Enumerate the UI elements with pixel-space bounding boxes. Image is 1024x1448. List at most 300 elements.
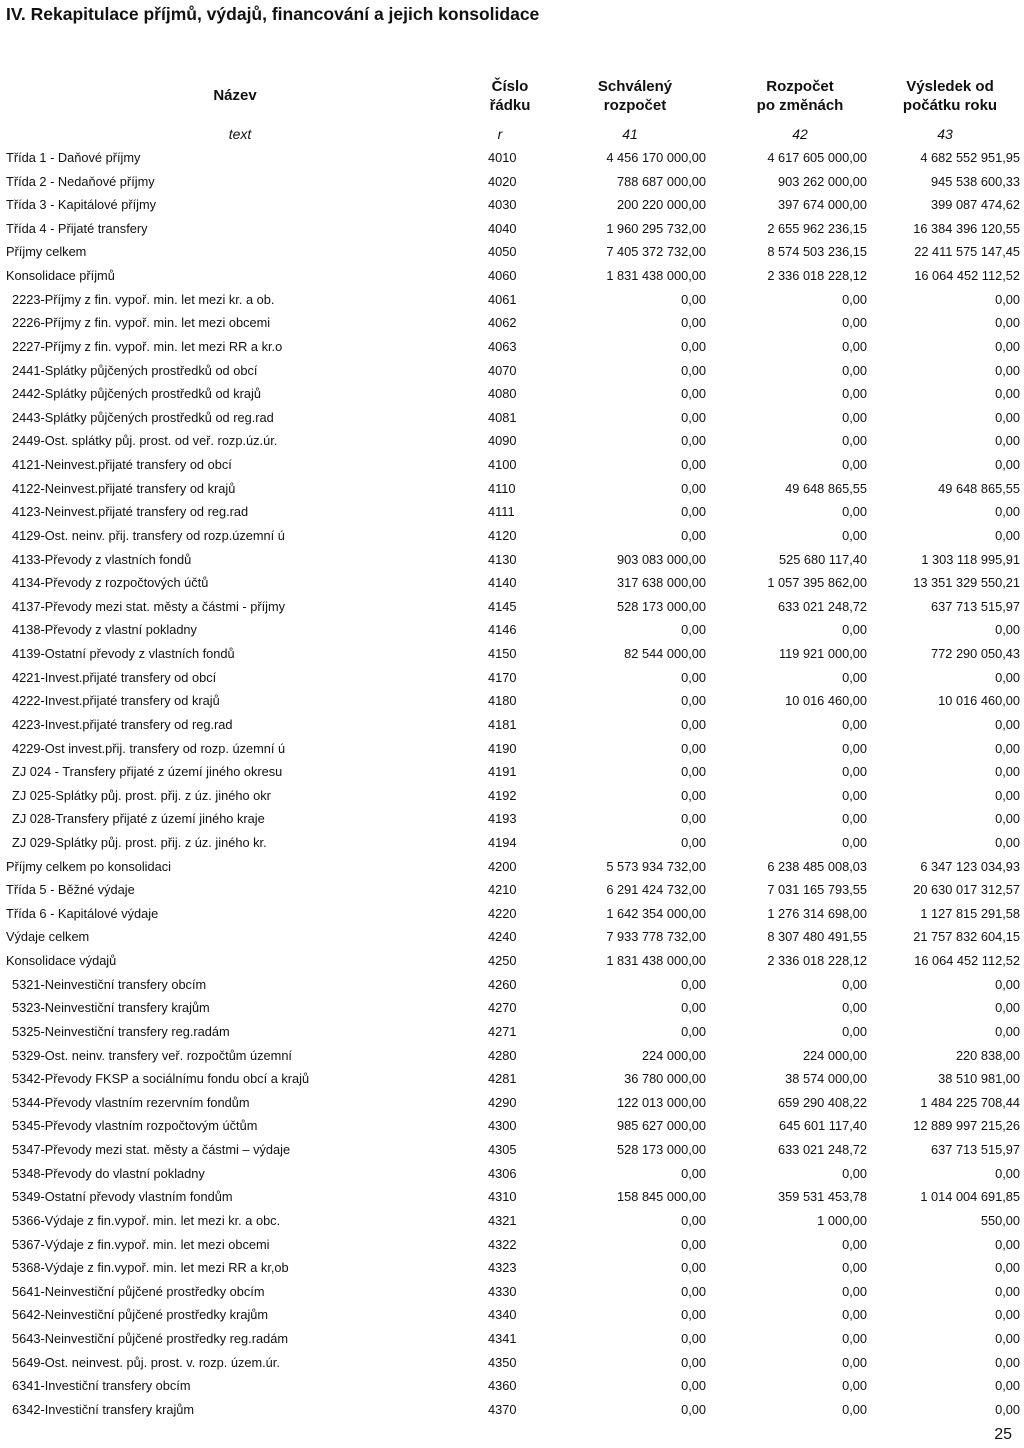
row-budget-after-changes: 0,00 (842, 1307, 867, 1323)
row-name: 5368-Výdaje z fin.vypoř. min. let mezi RR a kr,ob (12, 1260, 289, 1276)
table-row (0, 1237, 1024, 1261)
row-approved-budget: 0,00 (681, 1165, 706, 1181)
row-result-ytd: 220 838,00 (955, 1047, 1020, 1063)
row-name: 5367-Výdaje z fin.vypoř. min. let mezi obcemi (12, 1236, 270, 1252)
row-approved-budget: 0,00 (681, 1331, 706, 1346)
header-result-ytd-l2: počátku roku (902, 97, 998, 114)
row-result-ytd: 0,00 (995, 740, 1020, 756)
header-result-ytd-l1: Výsledek od (906, 78, 994, 95)
row-approved-budget: 0,00 (681, 433, 706, 449)
table-row (0, 859, 1024, 883)
row-line-number: 4080 (488, 386, 517, 402)
row-name: Třída 1 - Daňové příjmy (6, 150, 141, 165)
row-approved-budget: 0,00 (681, 1023, 706, 1039)
row-approved-budget: 0,00 (681, 409, 706, 425)
table-row (0, 244, 1024, 268)
subheader-num: r (497, 126, 503, 142)
row-name: ZJ 024 - Transfery přijaté z území jiného okresu (12, 764, 283, 780)
row-approved-budget: 0,00 (681, 669, 706, 685)
row-name: 5642-Neinvestiční půjčené prostředky krajům (12, 1307, 269, 1323)
row-line-number: 4192 (488, 787, 517, 803)
row-name: 2443-Splátky půjčených prostředků od reg.rad (12, 409, 274, 425)
row-line-number: 4081 (488, 409, 517, 425)
table-row (0, 1331, 1024, 1355)
row-line-number: 4270 (488, 1000, 517, 1016)
row-line-number: 4194 (488, 834, 517, 850)
table-row (0, 717, 1024, 741)
row-approved-budget: 0,00 (681, 1212, 706, 1228)
row-line-number: 4010 (488, 150, 517, 165)
table-row (0, 1166, 1024, 1190)
row-budget-after-changes: 903 262 000,00 (778, 173, 867, 189)
table-row (0, 741, 1024, 765)
row-line-number: 4020 (488, 173, 517, 189)
row-budget-after-changes: 0,00 (842, 291, 867, 307)
table-row (0, 788, 1024, 812)
row-name: 5321-Neinvestiční transfery obcím (12, 976, 207, 992)
row-name: 4122-Neinvest.přijaté transfery od krajů (12, 480, 236, 496)
row-name: 2227-Příjmy z fin. vypoř. min. let mezi RR a kr.o (12, 338, 283, 354)
row-name: 5329-Ost. neinv. transfery veř. rozpočtům územní (12, 1047, 292, 1063)
row-approved-budget: 0,00 (681, 457, 706, 473)
row-budget-after-changes: 8 307 480 491,55 (767, 929, 867, 945)
row-line-number: 4210 (488, 882, 517, 898)
row-line-number: 4120 (488, 527, 517, 543)
row-approved-budget: 0,00 (681, 1378, 706, 1394)
row-line-number: 4190 (488, 740, 517, 756)
row-line-number: 4220 (488, 905, 517, 921)
table-row (0, 433, 1024, 457)
row-budget-after-changes: 0,00 (842, 457, 867, 473)
row-line-number: 4110 (488, 480, 516, 496)
row-approved-budget: 4 456 170 000,00 (606, 150, 706, 165)
row-line-number: 4341 (488, 1331, 517, 1346)
row-line-number: 4310 (488, 1189, 517, 1205)
row-budget-after-changes: 10 016 460,00 (785, 693, 867, 709)
row-name: Třída 4 - Přijaté transfery (6, 220, 148, 236)
table-row (0, 575, 1024, 599)
row-approved-budget: 122 013 000,00 (617, 1094, 706, 1110)
row-approved-budget: 0,00 (681, 1283, 706, 1299)
row-name: Konsolidace příjmů (6, 268, 115, 284)
row-line-number: 4240 (488, 929, 517, 945)
row-line-number: 4061 (488, 291, 517, 307)
row-result-ytd: 22 411 575 147,45 (914, 244, 1020, 260)
row-line-number: 4360 (488, 1378, 517, 1394)
row-approved-budget: 224 000,00 (641, 1047, 706, 1063)
row-line-number: 4145 (488, 598, 517, 614)
row-approved-budget: 0,00 (681, 716, 706, 732)
row-result-ytd: 20 630 017 312,57 (913, 882, 1020, 898)
header-approved-budget (575, 77, 695, 115)
row-result-ytd: 0,00 (995, 811, 1020, 827)
row-approved-budget: 0,00 (681, 1354, 706, 1370)
row-approved-budget: 158 845 000,00 (617, 1189, 706, 1205)
row-line-number: 4090 (488, 433, 517, 449)
table-row (0, 1095, 1024, 1119)
row-budget-after-changes: 0,00 (842, 527, 867, 543)
row-budget-after-changes: 0,00 (842, 315, 867, 331)
row-result-ytd: 945 538 600,33 (931, 173, 1020, 189)
row-approved-budget: 0,00 (681, 787, 706, 803)
row-result-ytd: 550,00 (980, 1212, 1020, 1228)
table-row (0, 599, 1024, 623)
row-result-ytd: 772 290 050,43 (931, 646, 1020, 662)
row-budget-after-changes: 0,00 (842, 811, 867, 827)
row-budget-after-changes: 0,00 (842, 976, 867, 992)
row-approved-budget: 5 573 934 732,00 (606, 858, 706, 874)
table-row (0, 1000, 1024, 1024)
row-line-number: 4063 (488, 338, 517, 354)
row-approved-budget: 0,00 (681, 740, 706, 756)
row-result-ytd: 0,00 (995, 504, 1020, 520)
row-budget-after-changes: 0,00 (842, 1023, 867, 1039)
row-approved-budget: 0,00 (681, 338, 706, 354)
row-approved-budget: 1 831 438 000,00 (606, 953, 706, 969)
subheader-c43: 43 (937, 126, 953, 142)
table-row (0, 504, 1024, 528)
row-budget-after-changes: 0,00 (842, 622, 867, 638)
row-approved-budget: 0,00 (681, 527, 706, 543)
row-approved-budget: 7 933 778 732,00 (606, 929, 706, 945)
table-row (0, 174, 1024, 198)
row-approved-budget: 0,00 (681, 693, 706, 709)
row-line-number: 4040 (488, 220, 517, 236)
table-row (0, 1213, 1024, 1237)
row-approved-budget: 0,00 (681, 811, 706, 827)
header-line-number (460, 77, 560, 115)
table-row (0, 481, 1024, 505)
row-budget-after-changes: 659 290 408,22 (778, 1094, 867, 1110)
row-budget-after-changes: 525 680 117,40 (778, 551, 867, 567)
row-line-number: 4170 (488, 669, 517, 685)
row-name: 4229-Ost invest.přij. transfery od rozp. územní ú (12, 740, 286, 756)
row-approved-budget: 0,00 (681, 291, 706, 307)
row-approved-budget: 0,00 (681, 976, 706, 992)
row-line-number: 4140 (488, 575, 517, 591)
header-approved-budget-l2: rozpočet (603, 97, 667, 114)
row-result-ytd: 0,00 (995, 433, 1020, 449)
row-result-ytd: 0,00 (995, 1165, 1020, 1181)
row-approved-budget: 0,00 (681, 386, 706, 402)
row-result-ytd: 21 757 832 604,15 (913, 929, 1020, 945)
row-budget-after-changes: 2 336 018 228,12 (767, 268, 867, 284)
row-result-ytd: 0,00 (995, 787, 1020, 803)
row-approved-budget: 0,00 (681, 504, 706, 520)
table-row (0, 363, 1024, 387)
row-approved-budget: 0,00 (681, 315, 706, 331)
table-row (0, 977, 1024, 1001)
row-line-number: 4180 (488, 693, 517, 709)
row-budget-after-changes: 0,00 (842, 1260, 867, 1276)
row-line-number: 4150 (488, 646, 517, 662)
row-result-ytd: 12 889 997 215,26 (913, 1118, 1020, 1134)
row-approved-budget: 0,00 (681, 1307, 706, 1323)
row-line-number: 4030 (488, 197, 517, 213)
table-row (0, 670, 1024, 694)
row-result-ytd: 4 682 552 951,95 (920, 150, 1020, 165)
row-result-ytd: 0,00 (995, 1260, 1020, 1276)
row-line-number: 4305 (488, 1142, 517, 1158)
row-approved-budget: 82 544 000,00 (624, 646, 706, 662)
table-row (0, 835, 1024, 859)
row-line-number: 4350 (488, 1354, 517, 1370)
row-budget-after-changes: 0,00 (842, 1283, 867, 1299)
row-result-ytd: 1 014 004 691,85 (920, 1189, 1020, 1205)
row-name: 4123-Neinvest.přijaté transfery od reg.rad (12, 504, 249, 520)
row-result-ytd: 49 648 865,55 (938, 480, 1020, 496)
row-result-ytd: 0,00 (995, 1283, 1020, 1299)
row-line-number: 4062 (488, 315, 517, 331)
row-result-ytd: 0,00 (995, 716, 1020, 732)
row-approved-budget: 7 405 372 732,00 (606, 244, 706, 260)
row-line-number: 4060 (488, 268, 517, 284)
row-approved-budget: 200 220 000,00 (617, 197, 706, 213)
row-result-ytd: 0,00 (995, 1236, 1020, 1252)
row-name: Příjmy celkem po konsolidaci (6, 858, 171, 874)
row-name: 2441-Splátky půjčených prostředků od obcí (12, 362, 258, 378)
row-result-ytd: 0,00 (995, 976, 1020, 992)
row-name: ZJ 025-Splátky půj. prost. přij. z úz. jiného okr (12, 787, 271, 803)
row-result-ytd: 0,00 (995, 1378, 1020, 1394)
row-line-number: 4181 (488, 716, 517, 732)
table-row (0, 292, 1024, 316)
row-budget-after-changes: 0,00 (842, 669, 867, 685)
row-approved-budget: 1 642 354 000,00 (606, 905, 706, 921)
row-result-ytd: 0,00 (995, 527, 1020, 543)
row-name: 4129-Ost. neinv. přij. transfery od rozp.územní ú (12, 527, 285, 543)
table-row (0, 386, 1024, 410)
row-line-number: 4281 (488, 1071, 517, 1087)
row-budget-after-changes: 0,00 (842, 386, 867, 402)
header-result-ytd (880, 77, 1020, 115)
table-row (0, 1355, 1024, 1379)
row-result-ytd: 637 713 515,97 (931, 598, 1020, 614)
row-budget-after-changes: 0,00 (842, 1165, 867, 1181)
row-budget-after-changes: 8 574 503 236,15 (767, 244, 867, 260)
row-budget-after-changes: 0,00 (842, 338, 867, 354)
row-result-ytd: 0,00 (995, 1023, 1020, 1039)
row-name: 4137-Převody mezi stat. městy a částmi - příjmy (12, 598, 286, 614)
table-row (0, 1071, 1024, 1095)
row-name: 4139-Ostatní převody z vlastních fondů (12, 646, 235, 662)
row-result-ytd: 13 351 329 550,21 (913, 575, 1020, 591)
row-name: 5349-Ostatní převody vlastním fondům (12, 1189, 233, 1205)
table-row (0, 764, 1024, 788)
row-budget-after-changes: 49 648 865,55 (785, 480, 867, 496)
row-budget-after-changes: 0,00 (842, 362, 867, 378)
row-result-ytd: 16 064 452 112,52 (914, 268, 1020, 284)
row-result-ytd: 0,00 (995, 669, 1020, 685)
row-name: 5325-Neinvestiční transfery reg.radám (12, 1023, 230, 1039)
row-name: 2449-Ost. splátky půj. prost. od veř. rozp.úz.úr. (12, 433, 278, 449)
row-result-ytd: 0,00 (995, 1401, 1020, 1417)
row-result-ytd: 0,00 (995, 1307, 1020, 1323)
row-line-number: 4070 (488, 362, 517, 378)
table-row (0, 693, 1024, 717)
row-name: 4138-Převody z vlastní pokladny (12, 622, 197, 638)
table-row (0, 1118, 1024, 1142)
row-name: 6342-Investiční transfery krajům (12, 1401, 195, 1417)
row-name: 4121-Neinvest.přijaté transfery od obcí (12, 457, 232, 473)
table-row (0, 1142, 1024, 1166)
row-budget-after-changes: 0,00 (842, 787, 867, 803)
row-approved-budget: 317 638 000,00 (617, 575, 706, 591)
row-name: 5366-Výdaje z fin.vypoř. min. let mezi kr. a obc. (12, 1212, 281, 1228)
row-budget-after-changes: 0,00 (842, 716, 867, 732)
row-name: ZJ 028-Transfery přijaté z území jiného kraje (12, 811, 265, 827)
row-result-ytd: 1 484 225 708,44 (920, 1094, 1020, 1110)
table-row (0, 268, 1024, 292)
table-row (0, 1307, 1024, 1331)
table-row (0, 315, 1024, 339)
row-budget-after-changes: 0,00 (842, 409, 867, 425)
row-line-number: 4306 (488, 1165, 517, 1181)
row-line-number: 4323 (488, 1260, 517, 1276)
row-name: Výdaje celkem (6, 929, 90, 945)
row-budget-after-changes: 7 031 165 793,55 (767, 882, 867, 898)
row-name: 5641-Neinvestiční půjčené prostředky obcím (12, 1283, 265, 1299)
header-name-label: Název (213, 87, 257, 104)
table-row (0, 1048, 1024, 1072)
row-budget-after-changes: 0,00 (842, 740, 867, 756)
header-approved-budget-l1: Schválený (597, 78, 673, 95)
row-budget-after-changes: 633 021 248,72 (778, 598, 867, 614)
row-approved-budget: 0,00 (681, 480, 706, 496)
row-line-number: 4260 (488, 976, 517, 992)
row-name: 5347-Převody mezi stat. městy a částmi – výdaje (12, 1142, 291, 1158)
row-line-number: 4200 (488, 858, 517, 874)
row-budget-after-changes: 119 921 000,00 (778, 646, 867, 662)
table-row (0, 221, 1024, 245)
row-name: 5342-Převody FKSP a sociálnímu fondu obcí a krajů (12, 1071, 310, 1087)
row-line-number: 4300 (488, 1118, 517, 1134)
row-result-ytd: 38 510 981,00 (938, 1071, 1020, 1087)
row-result-ytd: 0,00 (995, 764, 1020, 780)
table-row (0, 150, 1024, 174)
row-budget-after-changes: 0,00 (842, 1000, 867, 1016)
table-row (0, 1402, 1024, 1426)
row-line-number: 4340 (488, 1307, 517, 1323)
row-name: 2442-Splátky půjčených prostředků od krajů (12, 386, 261, 402)
row-line-number: 4100 (488, 457, 517, 473)
table-row (0, 1189, 1024, 1213)
row-result-ytd: 6 347 123 034,93 (920, 858, 1020, 874)
row-budget-after-changes: 0,00 (842, 1331, 867, 1346)
row-budget-after-changes: 633 021 248,72 (778, 1142, 867, 1158)
row-result-ytd: 0,00 (995, 291, 1020, 307)
row-result-ytd: 1 127 815 291,58 (920, 905, 1020, 921)
row-approved-budget: 0,00 (681, 834, 706, 850)
row-name: 2226-Příjmy z fin. vypoř. min. let mezi obcemi (12, 315, 271, 331)
subheader-c42: 42 (792, 126, 808, 142)
table-row (0, 528, 1024, 552)
row-name: 2223-Příjmy z fin. vypoř. min. let mezi kr. a ob. (12, 291, 275, 307)
table-row (0, 339, 1024, 363)
row-budget-after-changes: 0,00 (842, 1354, 867, 1370)
row-approved-budget: 0,00 (681, 622, 706, 638)
row-result-ytd: 10 016 460,00 (938, 693, 1020, 709)
row-approved-budget: 528 173 000,00 (617, 598, 706, 614)
row-approved-budget: 0,00 (681, 1236, 706, 1252)
row-approved-budget: 0,00 (681, 1000, 706, 1016)
row-result-ytd: 0,00 (995, 457, 1020, 473)
row-budget-after-changes: 38 574 000,00 (785, 1071, 867, 1087)
row-name: 5643-Neinvestiční půjčené prostředky reg.radám (12, 1331, 288, 1346)
row-result-ytd: 0,00 (995, 409, 1020, 425)
row-budget-after-changes: 645 601 117,40 (778, 1118, 867, 1134)
row-budget-after-changes: 2 655 962 236,15 (767, 220, 867, 236)
row-result-ytd: 16 384 396 120,55 (913, 220, 1020, 236)
row-budget-after-changes: 4 617 605 000,00 (767, 150, 867, 165)
row-name: Třída 2 - Nedaňové příjmy (6, 173, 155, 189)
row-result-ytd: 0,00 (995, 315, 1020, 331)
row-budget-after-changes: 0,00 (842, 764, 867, 780)
row-budget-after-changes: 1 057 395 862,00 (767, 575, 867, 591)
row-name: 4222-Invest.přijaté transfery od krajů (12, 693, 220, 709)
row-result-ytd: 0,00 (995, 622, 1020, 638)
row-name: 4134-Převody z rozpočtových účtů (12, 575, 209, 591)
row-result-ytd: 1 303 118 995,91 (921, 551, 1020, 567)
row-budget-after-changes: 359 531 453,78 (778, 1189, 867, 1205)
row-name: 4133-Převody z vlastních fondů (12, 551, 192, 567)
table-row (0, 646, 1024, 670)
row-name: 5348-Převody do vlastní pokladny (12, 1165, 205, 1181)
row-budget-after-changes: 1 276 314 698,00 (767, 905, 867, 921)
table-row (0, 1284, 1024, 1308)
header-line-number-l2: řádku (489, 97, 531, 114)
page-title: IV. Rekapitulace příjmů, výdajů, financování a jejich konsolidace (6, 4, 540, 24)
row-line-number: 4290 (488, 1094, 517, 1110)
header-budget-after-changes (735, 77, 865, 115)
row-budget-after-changes: 6 238 485 008,03 (767, 858, 867, 874)
row-approved-budget: 0,00 (681, 1401, 706, 1417)
table-row (0, 1024, 1024, 1048)
row-name: 5344-Převody vlastním rezervním fondům (12, 1094, 250, 1110)
row-budget-after-changes: 2 336 018 228,12 (767, 953, 867, 969)
row-result-ytd: 637 713 515,97 (931, 1142, 1020, 1158)
row-line-number: 4370 (488, 1401, 517, 1417)
row-budget-after-changes: 0,00 (842, 834, 867, 850)
row-result-ytd: 0,00 (995, 1331, 1020, 1346)
row-line-number: 4191 (488, 764, 517, 780)
row-result-ytd: 0,00 (995, 386, 1020, 402)
row-name: Třída 6 - Kapitálové výdaje (6, 905, 159, 921)
table-row (0, 953, 1024, 977)
page-number: 25 (994, 1426, 1012, 1443)
row-result-ytd: 0,00 (995, 1000, 1020, 1016)
header-budget-after-changes-l1: Rozpočet (766, 78, 834, 95)
row-approved-budget: 36 780 000,00 (624, 1071, 706, 1087)
row-result-ytd: 399 087 474,62 (931, 197, 1020, 213)
row-result-ytd: 0,00 (995, 1354, 1020, 1370)
row-line-number: 4130 (488, 551, 517, 567)
table-row (0, 906, 1024, 930)
row-line-number: 4111 (488, 504, 515, 520)
row-line-number: 4050 (488, 244, 517, 260)
table-row (0, 457, 1024, 481)
row-name: 4221-Invest.přijaté transfery od obcí (12, 669, 217, 685)
row-budget-after-changes: 0,00 (842, 1401, 867, 1417)
row-name: Třída 3 - Kapitálové příjmy (6, 197, 157, 213)
row-name: Konsolidace výdajů (6, 953, 117, 969)
row-line-number: 4280 (488, 1047, 517, 1063)
table-row (0, 1378, 1024, 1402)
row-name: 5649-Ost. neinvest. půj. prost. v. rozp. územ.úr. (12, 1354, 280, 1370)
header-name (170, 86, 300, 105)
row-approved-budget: 0,00 (681, 362, 706, 378)
table-row (0, 882, 1024, 906)
